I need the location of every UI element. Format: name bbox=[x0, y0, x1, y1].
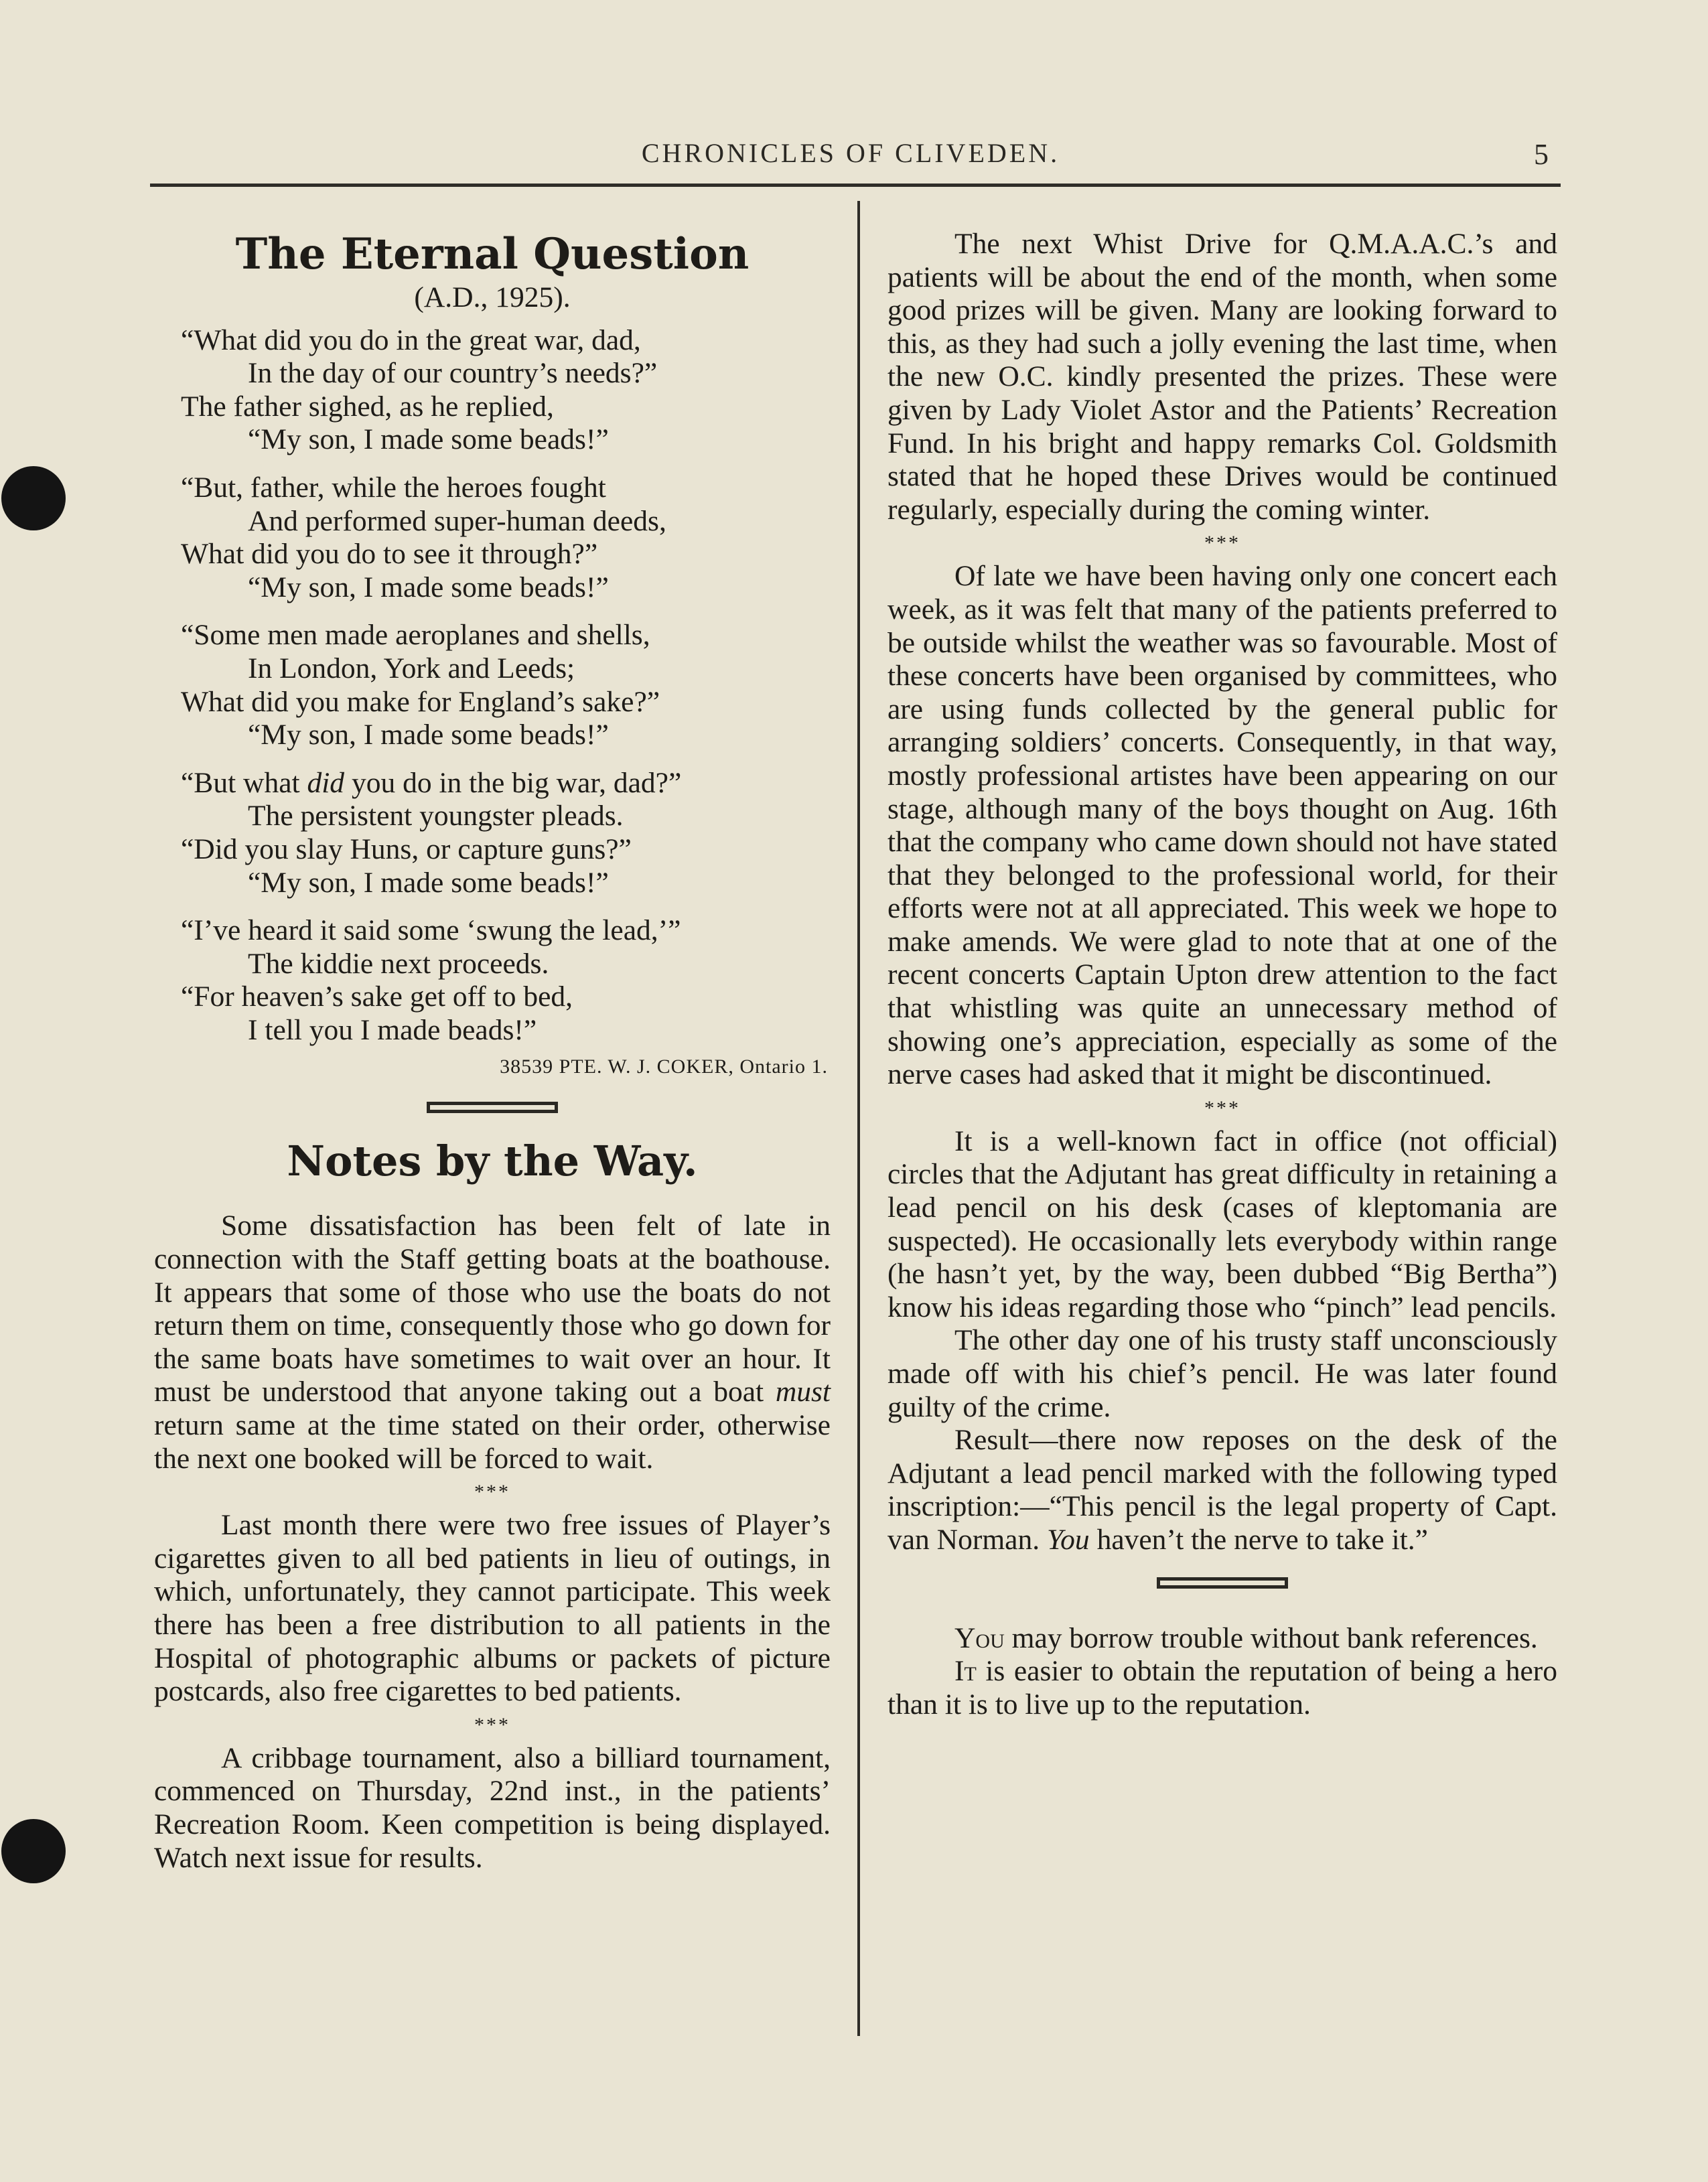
poem-line: “But, father, while the heroes fought bbox=[181, 471, 606, 504]
poem-line: What did you make for England’s sake?” bbox=[181, 685, 660, 718]
page-number: 5 bbox=[1534, 138, 1549, 171]
left-column bbox=[154, 228, 831, 1875]
poem-line: “My son, I made some beads!” bbox=[248, 571, 609, 603]
poem-line: And performed super-human deeds, bbox=[248, 504, 666, 537]
poem-line: “For heaven’s sake get off to bed, bbox=[181, 980, 573, 1013]
section-title: Notes by the Way. bbox=[287, 1137, 698, 1186]
paragraph-separator: *** bbox=[1204, 532, 1240, 555]
saying: It is easier to obtain the reputation of being a hero than it is to live up to the reputation. bbox=[887, 1655, 1557, 1721]
right-column bbox=[887, 228, 1557, 1721]
poem-title: The Eternal Question bbox=[235, 229, 750, 279]
emphasis: did bbox=[307, 766, 345, 799]
poem-line: The father sighed, as he replied, bbox=[181, 390, 554, 423]
emphasis: must bbox=[775, 1376, 831, 1408]
article-paragraph: Of late we have been having only one concert each week, as it was felt that many of the patients preferred to be outside whilst the weather was so favourable. Most of these concerts have been organised by committees, who are using funds collected by the general public for arranging soldiers’ concerts. Consequently, in that way, mostly professional artistes have been appearing on our stage, although many of the boys thought on Aug. 16th that the company who came down should not have stated that they belonged to the professional world, for their efforts were not at all appreciated. This week we hope to make amends. We were glad to note that at one of the recent concerts Captain Upton drew attention to the fact that whistling was quite an unnecessary method of showing one’s appreciation, especially as some of the nerve cases had asked that it might be discontinued. bbox=[887, 560, 1557, 1091]
punch-hole bbox=[1, 1819, 66, 1883]
article-paragraph: The other day one of his trusty staff unconsciously made off with his chief’s pencil. He was later found guilty of the crime. bbox=[887, 1324, 1557, 1423]
poem-line: “My son, I made some beads!” bbox=[248, 719, 609, 751]
poem-stanza bbox=[154, 324, 831, 457]
saying: You may borrow trouble without bank references. bbox=[954, 1621, 1538, 1654]
article-paragraph: It is a well-known fact in office (not official) circles that the Adjutant has great difficulty in retaining a lead pencil on his desk (cases of kleptomania are suspected). He occasionally lets everybody within range (he hasn’t yet, by the way, been dubbed “Big Bertha”) know his ideas regarding those who “pinch” lead pencils. bbox=[887, 1124, 1557, 1323]
article-paragraph: Result—there now reposes on the desk of the Adjutant a lead pencil marked with the following typed inscription:—“This pencil is the legal property of Capt. van Norman. You haven’t the nerve to take it.” bbox=[887, 1424, 1557, 1556]
section-ornament bbox=[427, 1102, 558, 1113]
poem-date: (A.D., 1925). bbox=[414, 281, 571, 313]
section-ornament bbox=[1157, 1577, 1288, 1589]
running-title: CHRONICLES OF CLIVEDEN. bbox=[641, 138, 1060, 168]
poem-line: I tell you I made beads!” bbox=[248, 1013, 537, 1046]
poem-line: The persistent youngster pleads. bbox=[248, 800, 624, 832]
poem-stanza bbox=[154, 619, 831, 751]
poem-stanza bbox=[154, 914, 831, 1047]
poem-line: In London, York and Leeds; bbox=[248, 652, 575, 684]
poem-line: “I’ve heard it said some ‘swung the lead,’” bbox=[181, 914, 681, 947]
article-paragraph: The next Whist Drive for Q.M.A.A.C.’s and patients will be about the end of the month, when some good prizes will be given. Many are looking forward to this, as they had such a jolly evening the last time, when the new O.C. kindly presented the prizes. These were given by Lady Violet Astor and the Patients’ Recreation Fund. In his bright and happy remarks Col. Goldsmith stated that he hoped these Drives would be continued regularly, especially during the coming winter. bbox=[887, 228, 1557, 526]
saying-lead: It bbox=[954, 1655, 977, 1688]
poem-line: What did you do to see it through?” bbox=[181, 538, 598, 571]
poem-line: “My son, I made some beads!” bbox=[248, 866, 609, 899]
poem-line: In the day of our country’s needs?” bbox=[248, 357, 658, 390]
header-rule bbox=[150, 184, 1561, 187]
column-rule bbox=[857, 201, 860, 2036]
poem-stanza bbox=[154, 471, 831, 604]
poem-stanza bbox=[154, 767, 831, 899]
paragraph-separator: *** bbox=[474, 1713, 510, 1736]
paragraph-separator: *** bbox=[1204, 1096, 1240, 1119]
poem-line: “My son, I made some beads!” bbox=[248, 423, 609, 456]
emphasis: You bbox=[1046, 1523, 1090, 1556]
article-paragraph: Some dissatisfaction has been felt of late in connection with the Staff getting boats at the boathouse. It appears that some of those who use the boats do not return them on time, consequently those who go down for the same boats have sometimes to wait over an hour. It must be understood that anyone taking out a boat must return same at the time stated on their order, otherwise the next one booked will be forced to wait. bbox=[154, 1210, 831, 1475]
saying-lead: You bbox=[954, 1621, 1005, 1654]
poem-signature: 38539 PTE. W. J. COKER, Ontario 1. bbox=[500, 1056, 828, 1078]
poem-line: “But what did you do in the big war, dad?” bbox=[181, 766, 682, 799]
article-paragraph: Last month there were two free issues of Player’s cigarettes given to all bed patients in lieu of outings, in which, unfortunately, they cannot participate. This week there has been a free distribution to all patients in the Hospital of photographic albums or packets of picture postcards, also free cigarettes to bed patients. bbox=[154, 1509, 831, 1708]
article-paragraph: A cribbage tournament, also a billiard tournament, commenced on Thursday, 22nd inst., in the patients’ Recreation Room. Keen competition is being displayed. Watch next issue for results. bbox=[154, 1741, 831, 1874]
punch-hole bbox=[1, 466, 66, 530]
poem-line: “Did you slay Huns, or capture guns?” bbox=[181, 832, 632, 865]
poem-line: “What did you do in the great war, dad, bbox=[181, 323, 641, 356]
poem-line: “Some men made aeroplanes and shells, bbox=[181, 619, 650, 652]
paragraph-separator: *** bbox=[474, 1481, 510, 1504]
poem-line: The kiddie next proceeds. bbox=[248, 947, 549, 980]
